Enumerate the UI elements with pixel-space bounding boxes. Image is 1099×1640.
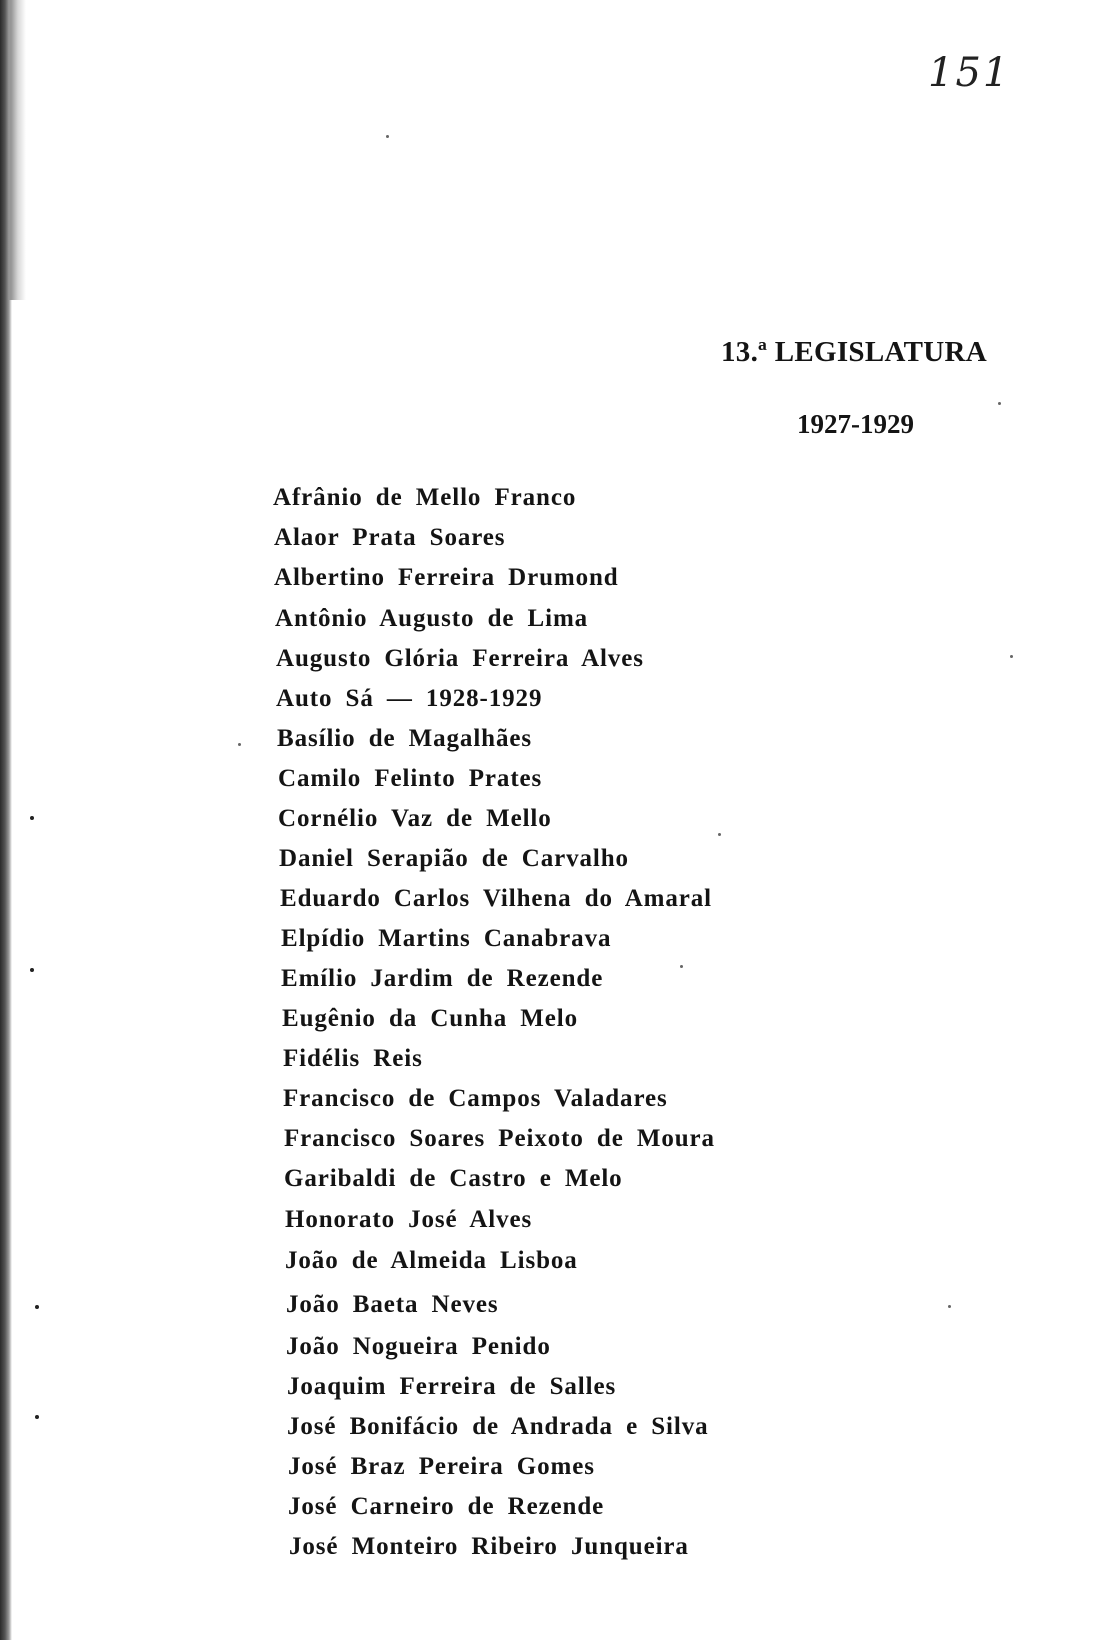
member-name: João de Almeida Lisboa bbox=[285, 1247, 578, 1274]
member-name: Francisco Soares Peixoto de Moura bbox=[284, 1125, 715, 1152]
scan-speck bbox=[718, 833, 721, 836]
member-name: Honorato José Alves bbox=[285, 1206, 533, 1233]
member-name: João Nogueira Penido bbox=[286, 1333, 551, 1360]
member-name: João Baeta Neves bbox=[286, 1291, 499, 1318]
scan-speck bbox=[948, 1305, 951, 1308]
member-name: Auto Sá — 1928-1929 bbox=[276, 685, 543, 712]
member-name: Eduardo Carlos Vilhena do Amaral bbox=[280, 885, 713, 912]
member-name: Afrânio de Mello Franco bbox=[273, 484, 577, 511]
member-name: Basílio de Magalhães bbox=[277, 725, 533, 752]
member-name: Elpídio Martins Canabrava bbox=[281, 925, 612, 952]
member-name: Emílio Jardim de Rezende bbox=[281, 965, 604, 992]
member-name: Camilo Felinto Prates bbox=[278, 765, 543, 792]
member-name: Daniel Serapião de Carvalho bbox=[279, 845, 629, 872]
member-name: José Carneiro de Rezende bbox=[288, 1493, 605, 1520]
scan-speck bbox=[35, 1415, 39, 1419]
scan-speck bbox=[1010, 655, 1013, 658]
scan-speck bbox=[30, 816, 34, 820]
member-name: Fidélis Reis bbox=[283, 1045, 423, 1072]
member-name: Augusto Glória Ferreira Alves bbox=[276, 645, 644, 672]
member-name: Joaquim Ferreira de Salles bbox=[287, 1373, 617, 1400]
member-name: Cornélio Vaz de Mello bbox=[278, 805, 552, 832]
binding-edge bbox=[0, 0, 12, 1640]
scan-speck bbox=[680, 965, 683, 968]
member-name: José Braz Pereira Gomes bbox=[288, 1453, 595, 1480]
member-name: Garibaldi de Castro e Melo bbox=[284, 1165, 623, 1192]
member-name: Francisco de Campos Valadares bbox=[283, 1085, 668, 1112]
member-name: José Monteiro Ribeiro Junqueira bbox=[289, 1533, 689, 1560]
member-name: Eugênio da Cunha Melo bbox=[282, 1005, 578, 1032]
member-name: Alaor Prata Soares bbox=[274, 524, 506, 551]
scan-speck bbox=[30, 968, 34, 972]
member-name: Antônio Augusto de Lima bbox=[275, 605, 589, 632]
legislature-years: 1927-1929 bbox=[797, 409, 914, 439]
member-name: Albertino Ferreira Drumond bbox=[274, 564, 619, 591]
scan-speck bbox=[238, 743, 241, 746]
legislature-title: 13.ª LEGISLATURA bbox=[721, 336, 987, 368]
scan-speck bbox=[35, 1305, 39, 1309]
scan-speck bbox=[998, 402, 1001, 405]
page-number: 151 bbox=[928, 50, 1011, 96]
scan-speck bbox=[386, 135, 389, 138]
member-name: José Bonifácio de Andrada e Silva bbox=[287, 1413, 709, 1440]
